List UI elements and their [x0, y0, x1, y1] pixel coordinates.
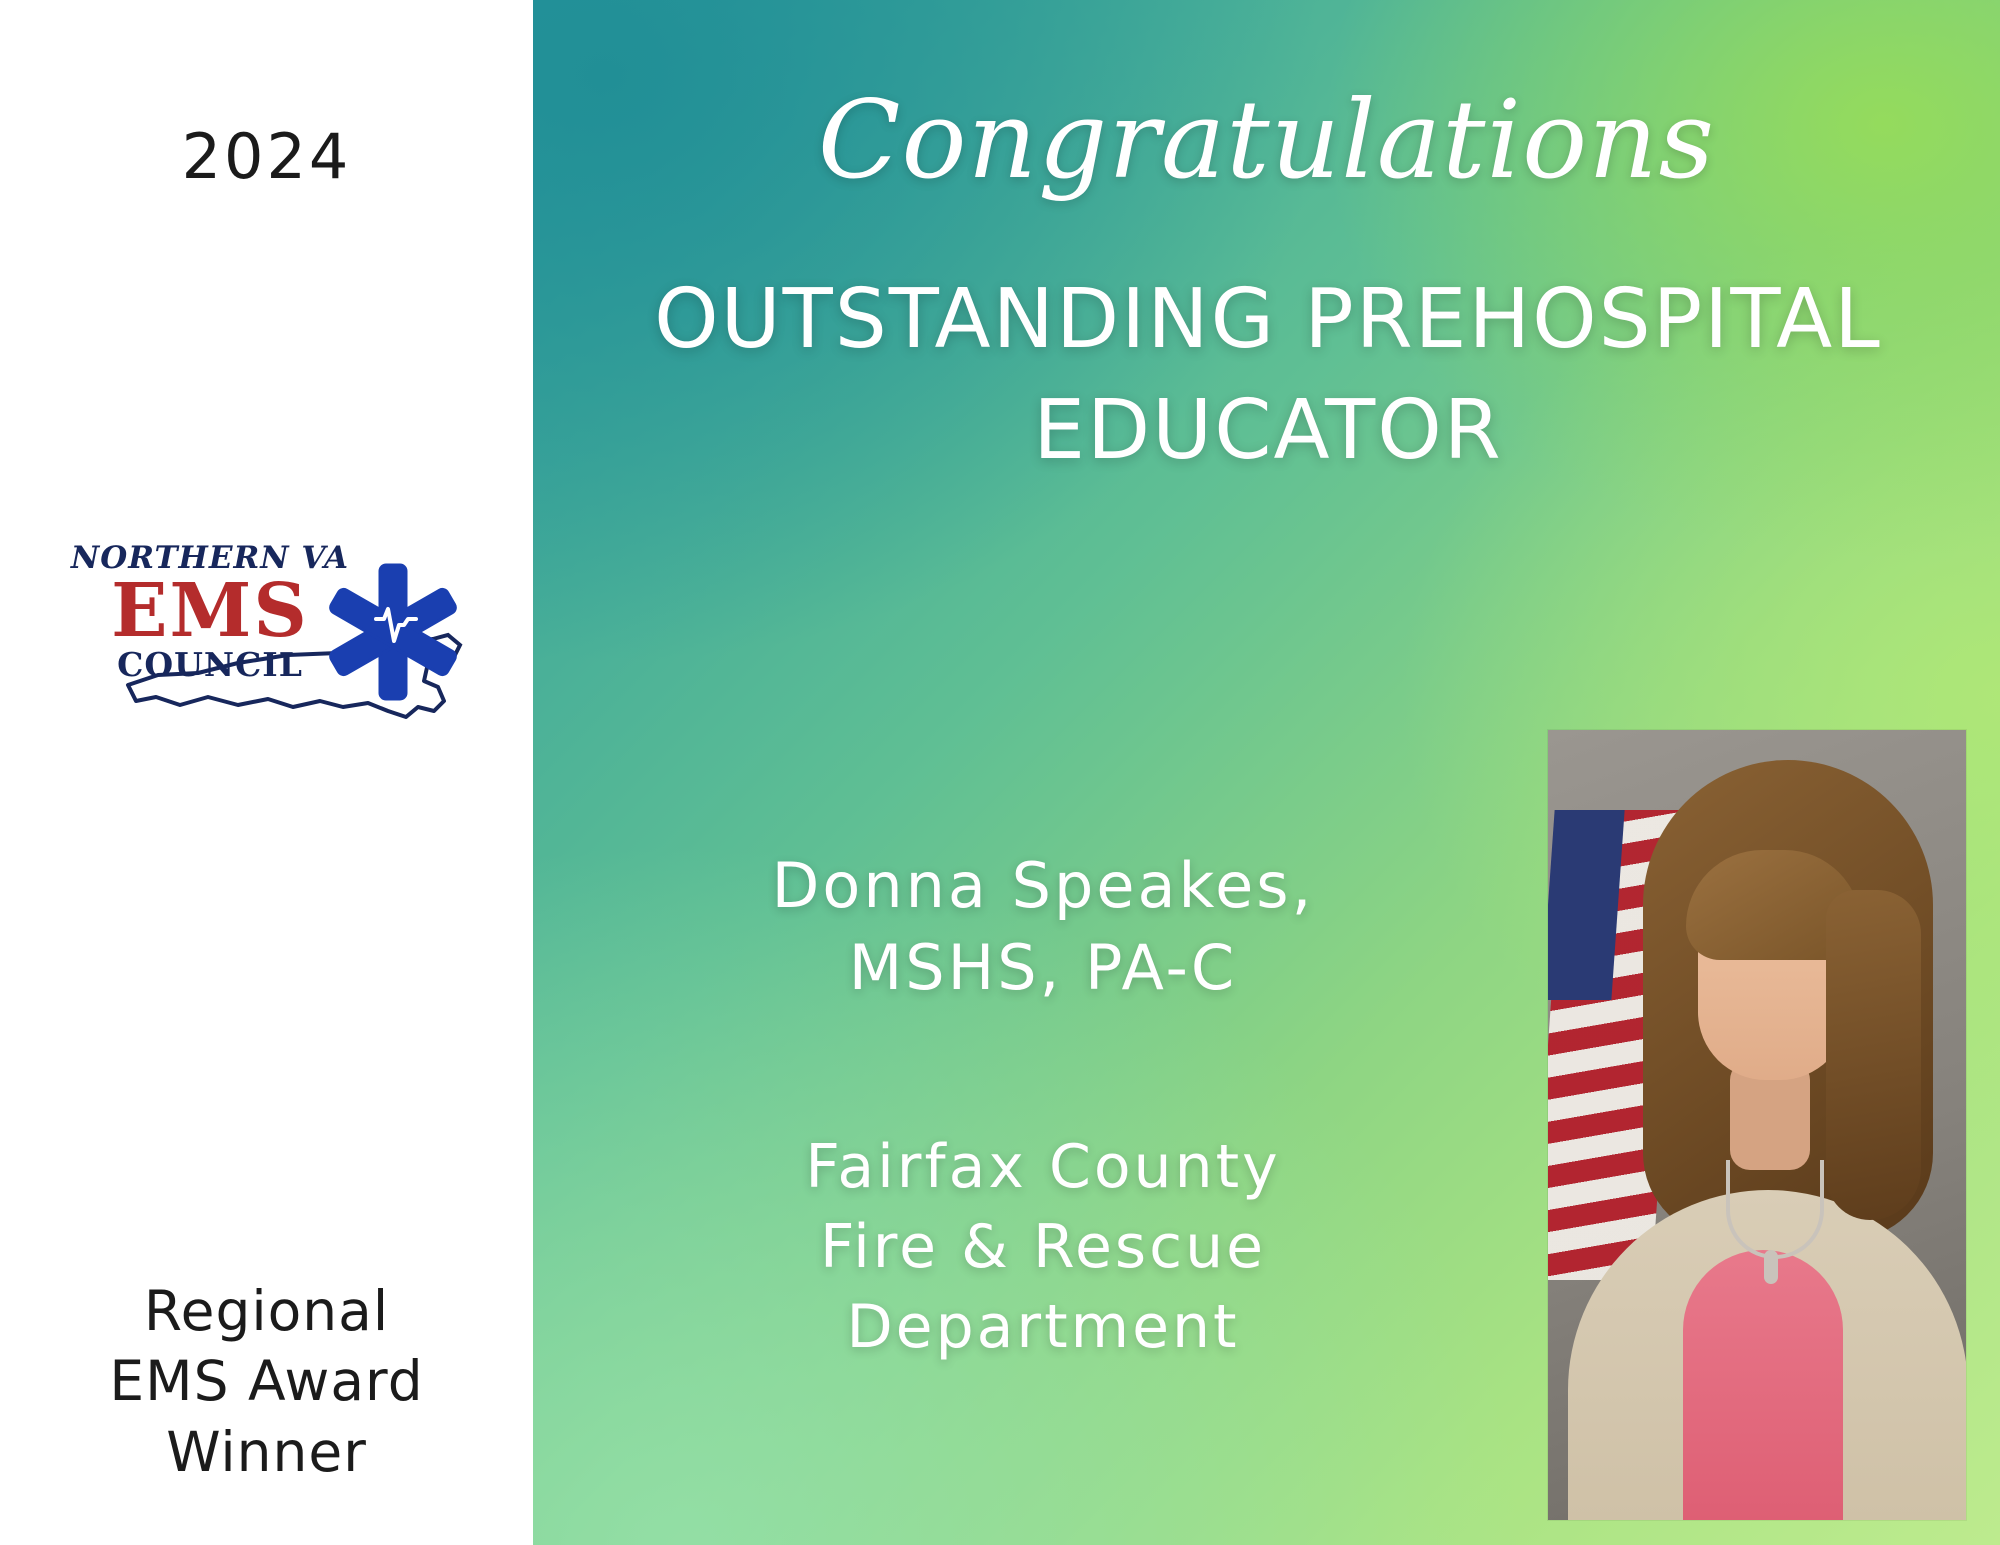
recipient-org-line-1: Fairfax County — [805, 1131, 1281, 1202]
left-panel — [0, 0, 533, 1545]
portrait-pendant — [1764, 1250, 1778, 1284]
portrait-necklace — [1726, 1160, 1824, 1259]
recipient-block — [623, 845, 1463, 1368]
award-caption — [0, 1276, 533, 1487]
year-label: 2024 — [181, 120, 352, 193]
award-caption-line-2: EMS Award — [109, 1349, 424, 1414]
recipient-organization — [623, 1127, 1463, 1368]
nvems-council-logo — [58, 535, 478, 760]
logo-line-ems: EMS — [111, 568, 309, 654]
award-title: OUTSTANDING PREHOSPITAL EDUCATOR — [654, 272, 1882, 478]
recipient-name-line-1: Donna Speakes, — [771, 849, 1315, 922]
recipient-name — [623, 845, 1463, 1009]
right-gradient-panel — [533, 0, 2000, 1545]
logo-line-northern-va: NORTHERN VA — [70, 540, 350, 576]
portrait-shirt — [1683, 1250, 1843, 1520]
award-caption-line-3: Winner — [166, 1419, 367, 1484]
portrait-hair-side — [1826, 890, 1921, 1220]
logo-wordmark — [70, 540, 350, 685]
recipient-org-line-2: Fire & Rescue — [819, 1212, 1267, 1283]
recipient-org-line-3: Department — [846, 1292, 1240, 1363]
us-flag-union — [1548, 810, 1625, 1000]
panel-divider — [533, 0, 535, 1545]
award-caption-line-1: Regional — [143, 1278, 390, 1343]
recipient-portrait — [1548, 730, 1966, 1520]
congratulations-heading: Congratulations — [817, 78, 1716, 203]
star-of-life-icon — [328, 557, 458, 707]
recipient-name-line-2: MSHS, PA-C — [848, 930, 1238, 1004]
logo-line-council: COUNCIL — [117, 645, 303, 685]
